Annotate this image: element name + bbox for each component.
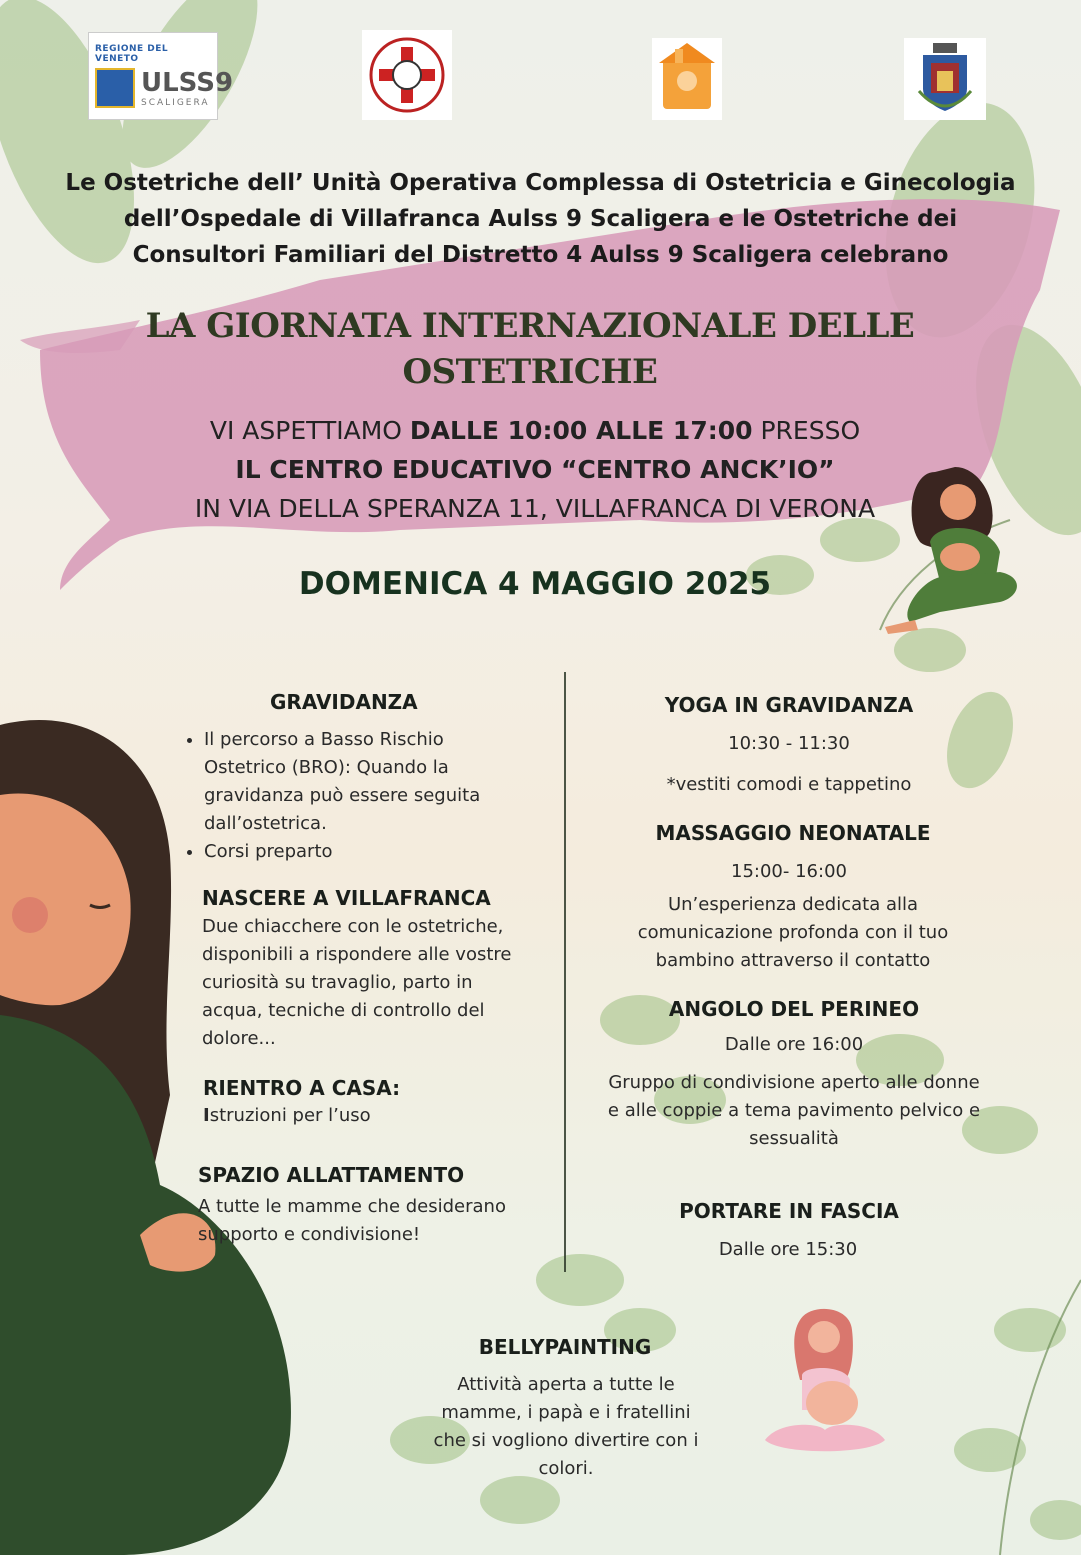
massaggio-text: Un’esperienza dedicata alla comunicazione profonda con il tuo bambino attraverso il contatto — [637, 894, 949, 971]
ordine-ostetrica-logo — [362, 30, 452, 120]
rientro-text-initial: I — [203, 1105, 210, 1126]
logo-line3: SCALIGERA — [141, 98, 210, 108]
lion-icon — [95, 68, 135, 108]
massaggio-time: 15:00- 16:00 — [731, 861, 847, 882]
column-divider — [564, 672, 566, 1272]
yoga-heading: YOGA IN GRAVIDANZA — [664, 693, 914, 717]
yoga-note: *vestiti comodi e tappetino — [666, 774, 912, 795]
perineo-text: Gruppo di condivisione aperto alle donne e alle coppie a tema pavimento pelvico e sessualità — [607, 1072, 981, 1149]
perineo-time: Dalle ore 16:00 — [724, 1034, 864, 1055]
villafranca-coat-of-arms — [904, 38, 986, 120]
mother-nursing-illustration — [880, 462, 1030, 637]
organizers-intro — [40, 165, 1041, 273]
venue-hours: DALLE 10:00 ALLE 17:00 — [409, 416, 753, 445]
centro-anckio-logo — [652, 38, 722, 120]
logo-line2: ULSS9 — [141, 68, 234, 98]
allattamento-text: A tutte le mamme che desiderano supporto e condivisione! — [198, 1196, 506, 1245]
nascere-text: Due chiacchere con le ostetriche, disponibili a rispondere alle vostre curiosità su travaglio, parto in acqua, tecniche di controllo del dolore... — [202, 916, 512, 1049]
perineo-heading: ANGOLO DEL PERINEO — [668, 997, 920, 1021]
venue-line1 — [60, 416, 1010, 445]
logo-line1: REGIONE DEL VENETO — [95, 44, 169, 64]
meditating-pregnant-woman-illustration — [760, 1305, 890, 1460]
regione-veneto-ulss9-logo — [88, 32, 234, 120]
allattamento-heading: SPAZIO ALLATTAMENTO — [198, 1163, 465, 1187]
bellypainting-text: Attività aperta a tutte le mamme, i papà e i fratellini che si vogliono divertire con i colori. — [433, 1374, 699, 1479]
gravidanza-bullet-1: • Il percorso a Basso Rischio Ostetrico (BRO): Quando la gravidanza può essere seguita dall’ostetrica. — [204, 726, 512, 838]
rientro-text-rest: struzioni per l’uso — [209, 1105, 371, 1126]
venue-suffix: PRESSO — [752, 416, 861, 445]
nascere-heading: NASCERE A VILLAFRANCA — [202, 886, 491, 910]
venue-line2: IL CENTRO EDUCATIVO “CENTRO ANCK’IO” — [235, 455, 835, 484]
event-date: DOMENICA 4 MAGGIO 2025 — [298, 566, 772, 602]
event-title — [100, 303, 960, 395]
header-line2: dell’Ospedale di Villafranca Aulss 9 Scaligera e le Ostetriche dei — [123, 206, 958, 232]
fascia-heading: PORTARE IN FASCIA — [679, 1199, 899, 1223]
venue-line3: IN VIA DELLA SPERANZA 11, VILLAFRANCA DI VERONA — [194, 494, 876, 523]
yoga-time: 10:30 - 11:30 — [728, 733, 850, 754]
gravidanza-list — [182, 726, 512, 866]
fascia-time: Dalle ore 15:30 — [718, 1239, 858, 1260]
gravidanza-bullet-2: • Corsi preparto — [204, 838, 512, 866]
massaggio-heading: MASSAGGIO NEONATALE — [655, 821, 931, 845]
venue-prefix: VI ASPETTIAMO — [209, 416, 410, 445]
gravidanza-heading: GRAVIDANZA — [270, 690, 418, 714]
header-line3: Consultori Familiari del Distretto 4 Aulss 9 Scaligera celebrano — [132, 242, 949, 268]
title-line1: LA GIORNATA INTERNAZIONALE DELLE — [145, 306, 915, 346]
title-line2: OSTETRICHE — [402, 352, 658, 392]
bellypainting-heading: BELLYPAINTING — [478, 1335, 652, 1359]
rientro-heading: RIENTRO A CASA: — [203, 1076, 401, 1100]
header-line1: Le Ostetriche dell’ Unità Operativa Complessa di Ostetricia e Ginecologia — [65, 170, 1016, 196]
rientro-text — [203, 1102, 523, 1130]
